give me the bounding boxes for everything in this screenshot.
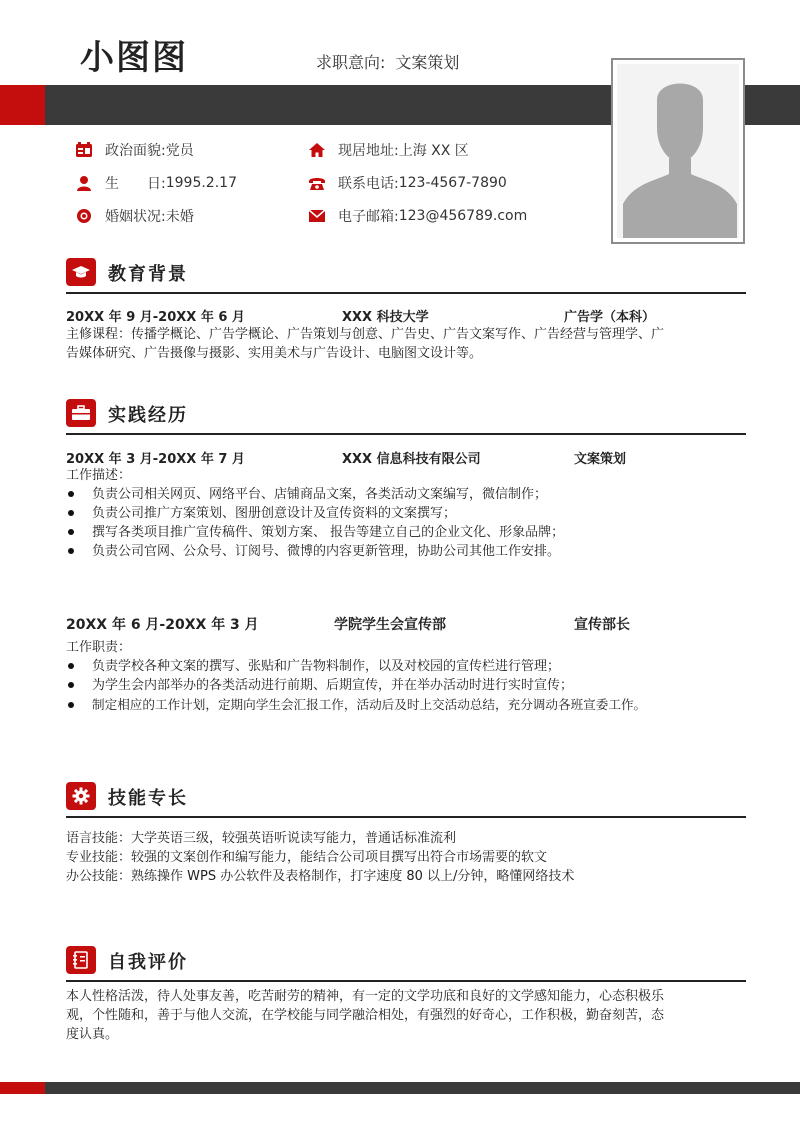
info-birth: [75, 173, 237, 193]
job2-desc-label: 工作职责：: [66, 640, 132, 655]
job1-bullet-text: 撰写各类项目推广宣传稿件、策划方案、 报告等建立自己的企业文化、形象品牌；: [92, 525, 565, 540]
info-email-label: 电子邮箱:: [338, 209, 399, 225]
bullet-dot: [68, 702, 74, 708]
info-phone-value: 123-4567-7890: [398, 175, 507, 191]
footer-band: [0, 1082, 800, 1094]
envelope-icon: [308, 207, 326, 225]
section-education-header: [66, 256, 746, 294]
job-intention-value: 文案策划: [395, 53, 460, 72]
skills-line: 办公技能：熟练操作 WPS 办公软件及表格制作，打字速度 80 以上/分钟，略懂网络技术: [66, 869, 575, 884]
section-self-eval-header: [66, 944, 746, 982]
info-email-value: 123@456789.com: [398, 208, 528, 224]
skills-line: 专业技能：较强的文案创作和编写能力，能结合公司项目撰写出符合市场需要的软文: [66, 850, 548, 865]
job1-role: 文案策划: [574, 452, 627, 467]
education-courses-line: 主修课程：传播学概论、广告学概论、广告策划与创意、广告史、广告文案写作、广告经营与管理学、广: [66, 327, 665, 342]
education-school: XXX 科技大学: [342, 310, 429, 325]
job2-period: 20XX 年 6 月-20XX 年 3 月: [66, 617, 259, 633]
footer-band-accent: [0, 1082, 45, 1094]
job2-bullet-text: 制定相应的工作计划，定期向学生会汇报工作，活动后及时上交活动总结，充分调动各班宣委工作。: [92, 697, 647, 712]
info-political: [75, 140, 194, 160]
job1-bullet: [66, 504, 456, 523]
education-period: 20XX 年 9 月-20XX 年 6 月: [66, 310, 245, 325]
bullet-dot: [68, 548, 74, 554]
self-eval-line: 本人性格活泼，待人处事友善，吃苦耐劳的精神，有一定的文学功底和良好的文学感知能力，心态积极乐: [66, 989, 665, 1004]
graduation-cap-icon: [66, 258, 96, 286]
notebook-icon: [66, 946, 96, 974]
job1-bullet: [66, 523, 564, 542]
briefcase-icon: [66, 399, 96, 427]
info-address: [308, 140, 469, 160]
self-eval-text: [66, 987, 746, 1044]
job2-bullet-text: 负责学校各种文案的撰写、张贴和广告物料制作，以及对校园的宣传栏进行管理；: [92, 659, 561, 674]
job1-desc-label: 工作描述：: [66, 468, 132, 483]
job-intention: [316, 50, 469, 73]
job2-bullet: [66, 676, 573, 695]
bullet-dot: [68, 682, 74, 688]
info-marital-label: 婚姻状况:: [105, 209, 166, 225]
info-birth-label: 生 日:: [105, 176, 166, 192]
education-courses-line: 告媒体研究、广告摄像与摄影、实用美术与广告设计、电脑图文设计等。: [66, 346, 483, 361]
info-address-label: 现居地址:: [338, 143, 399, 159]
rings-icon: [75, 207, 93, 225]
bullet-dot: [68, 510, 74, 516]
gear-icon: [66, 782, 96, 810]
info-marital-value: 未婚: [165, 209, 194, 225]
job1-bullet-text: 负责公司相关网页、网络平台、店铺商品文案，各类活动文案编写，微信制作；: [92, 487, 548, 502]
job-intention-label: 求职意向:: [316, 53, 386, 72]
section-self-eval-title: 自我评价: [108, 952, 188, 973]
info-political-value: 党员: [165, 143, 194, 159]
job2-role: 宣传部长: [574, 617, 630, 633]
job2-bullet-text: 为学生会内部举办的各类活动进行前期、后期宣传，并在举办活动时进行实时宣传；: [92, 678, 574, 693]
job2-bullet: [66, 657, 560, 676]
id-card-icon: [75, 141, 93, 159]
info-birth-value: 1995.2.17: [165, 175, 237, 191]
info-phone-label: 联系电话:: [338, 176, 399, 192]
candidate-name: 小图图: [80, 38, 188, 78]
bullet-dot: [68, 529, 74, 535]
avatar-silhouette-icon: [617, 64, 739, 238]
job1-bullet-text: 负责公司官网、公众号、订阅号、微博的内容更新管理，协助公司其他工作安排。: [92, 544, 561, 559]
bullet-dot: [68, 663, 74, 669]
info-address-value: 上海 XX 区: [398, 143, 469, 159]
job1-company: XXX 信息科技有限公司: [342, 452, 481, 467]
job1-period: 20XX 年 3 月-20XX 年 7 月: [66, 452, 245, 467]
section-practice-header: [66, 397, 746, 435]
section-skills-title: 技能专长: [108, 788, 188, 809]
profile-photo: [611, 58, 745, 244]
section-skills-header: [66, 780, 746, 818]
skills-list: [66, 829, 746, 886]
person-icon: [75, 174, 93, 192]
education-major: 广告学（本科）: [564, 310, 656, 325]
home-icon: [308, 141, 326, 159]
job1-bullet: [66, 485, 547, 504]
skills-line: 语言技能：大学英语三级，较强英语听说读写能力，普通话标准流利: [66, 831, 457, 846]
info-email: [308, 206, 527, 226]
self-eval-line: 度认真。: [66, 1027, 119, 1042]
job1-bullet: [66, 542, 560, 561]
info-marital: [75, 206, 194, 226]
job2-bullet: [66, 695, 646, 714]
info-political-label: 政治面貌:: [105, 143, 166, 159]
header-band-accent: [0, 85, 45, 125]
section-education-title: 教育背景: [108, 264, 188, 285]
bullet-dot: [68, 491, 74, 497]
job2-company: 学院学生会宣传部: [334, 617, 446, 633]
info-phone: [308, 173, 507, 193]
section-practice-title: 实践经历: [108, 405, 188, 426]
self-eval-line: 观，个性随和，善于与他人交流，在学校能与同学融洽相处，有强烈的好奇心，工作积极，勤奋刻苦，态: [66, 1008, 665, 1023]
education-courses: [66, 325, 746, 363]
phone-icon: [308, 174, 326, 192]
job1-bullet-text: 负责公司推广方案策划、图册创意设计及宣传资料的文案撰写；: [92, 506, 457, 521]
